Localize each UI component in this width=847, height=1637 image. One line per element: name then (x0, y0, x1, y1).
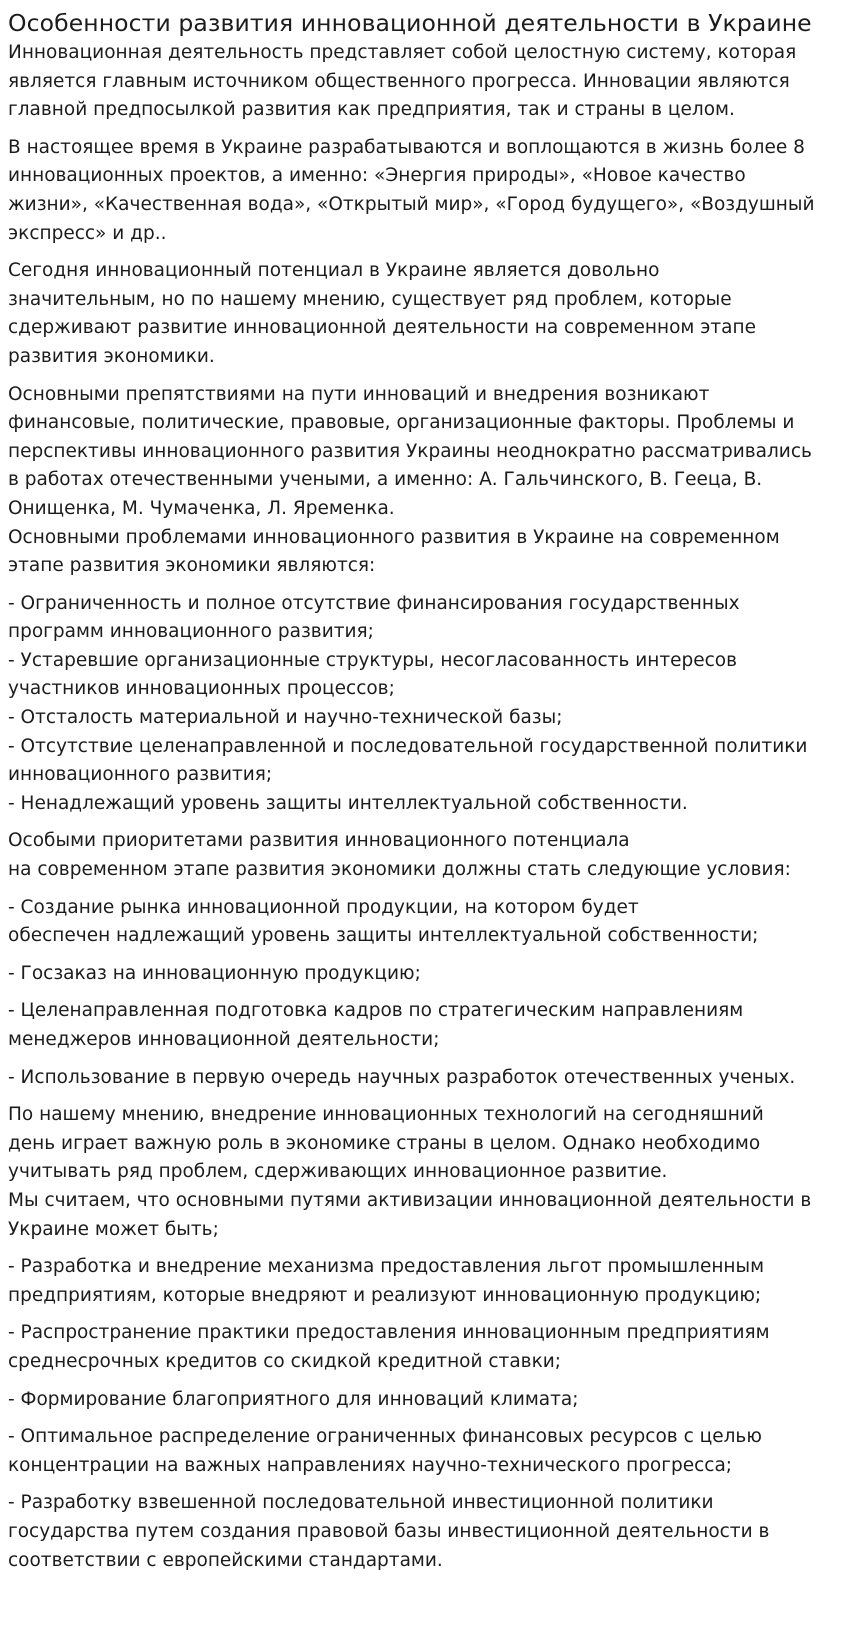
text-line: - Использование в первую очередь научных разработок отечественных ученых. (8, 1066, 796, 1088)
text-line: значительным, но по нашему мнению, существует ряд проблем, которые (8, 288, 732, 310)
paragraph (8, 997, 839, 1054)
text-line: Основными препятствиями на пути инноваций и внедрения возникают (8, 383, 710, 405)
text-line: - Оптимальное распределение ограниченных финансовых ресурсов с целью (8, 1426, 762, 1448)
text-line: на современном этапе развития экономики должны стать следующие условия: (8, 859, 791, 881)
text-line: учитывать ряд проблем, сдерживающих инновационное развитие. (8, 1161, 668, 1183)
text-line: - Отсталость материальной и научно-технической базы; (8, 707, 563, 729)
text-line: участников инновационных процессов; (8, 678, 395, 700)
paragraph (8, 960, 839, 989)
text-line: - Формирование благоприятного для инноваций климата; (8, 1388, 579, 1410)
text-line: Инновационная деятельность представляет собой целостную систему, которая (8, 42, 797, 63)
text-line: Онищенка, М. Чумаченка, Л. Яременка. (8, 497, 395, 519)
text-line: этапе развития экономики являются: (8, 555, 376, 577)
text-line: финансовые, политические, правовые, организационные факторы. Проблемы и (8, 412, 795, 434)
text-line: является главным источником общественного прогресса. Инновации являются (8, 70, 790, 92)
text-line: Сегодня инновационный потенциал в Украине является довольно (8, 260, 660, 282)
text-line: По нашему мнению, внедрение инновационных технологий на сегодняшний (8, 1104, 764, 1126)
text-line: - Разработку взвешенной последовательной инвестиционной политики (8, 1492, 714, 1514)
text-line: - Устаревшие организационные структуры, несогласованность интересов (8, 649, 738, 671)
paragraph (8, 590, 839, 819)
page-title: Особенности развития инновационной деятельности в Украине (8, 9, 812, 37)
paragraph (8, 257, 839, 371)
text-line: сдерживают развитие инновационной деятельности на современном этапе (8, 317, 756, 339)
text-line: Мы считаем, что основными путями активизации инновационной деятельности в (8, 1189, 812, 1211)
text-line: программ инновационного развития; (8, 621, 374, 643)
paragraph (8, 1064, 839, 1093)
text-line: экспресс» и др.. (8, 222, 167, 244)
paragraph (8, 1253, 839, 1310)
paragraph (8, 894, 839, 951)
text-line: - Создание рынка инновационной продукции, на котором будет (8, 896, 639, 918)
text-line: день играет важную роль в экономике страны в целом. Однако необходимо (8, 1132, 761, 1154)
article-body (8, 39, 839, 1575)
text-line: перспективы инновационного развития Украины неоднократно рассматривались (8, 440, 812, 462)
text-line: развития экономики. (8, 345, 215, 367)
text-line: В настоящее время в Украине разрабатываются и воплощаются в жизнь более 8 (8, 136, 805, 158)
text-line: - Госзаказ на инновационную продукцию; (8, 962, 421, 984)
text-line: Основными проблемами инновационного развития в Украине на современном (8, 526, 780, 548)
paragraph (8, 134, 839, 248)
text-line: Украине может быть; (8, 1218, 219, 1240)
text-line: соответствии с европейскими стандартами. (8, 1549, 443, 1571)
text-line: предприятиям, которые внедряют и реализуют инновационную продукцию; (8, 1284, 762, 1306)
text-line: - Целенаправленная подготовка кадров по стратегическим направлениям (8, 1000, 744, 1022)
paragraph (8, 381, 839, 581)
text-line: государства путем создания правовой базы инвестиционной деятельности в (8, 1520, 770, 1542)
text-line: менеджеров инновационной деятельности; (8, 1029, 440, 1050)
text-line: среднесрочных кредитов со скидкой кредитной ставки; (8, 1350, 562, 1372)
text-line: - Отсутствие целенаправленной и последовательной государственной политики (8, 735, 808, 757)
text-line: в работах отечественными учеными, а именно: А. Гальчинского, В. Гееца, В. (8, 469, 763, 491)
paragraph (8, 1319, 839, 1376)
text-line: обеспечен надлежащий уровень защиты интеллектуальной собственности; (8, 925, 759, 947)
paragraph (8, 1101, 839, 1244)
text-line: главной предпосылкой развития как предприятия, так и страны в целом. (8, 99, 735, 121)
text-line: концентрации на важных направлениях научно-технического прогресса; (8, 1454, 733, 1476)
paragraph (8, 827, 839, 884)
text-line: жизни», «Качественная вода», «Открытый мир», «Город будущего», «Воздушный (8, 193, 815, 215)
text-line: - Ненадлежащий уровень защиты интеллектуальной собственности. (8, 792, 688, 814)
text-line: - Распространение практики предоставления инновационным предприятиям (8, 1322, 770, 1344)
paragraph (8, 1386, 839, 1415)
paragraph (8, 39, 839, 125)
text-line: инновационного развития; (8, 764, 273, 786)
paragraph (8, 1489, 839, 1575)
paragraph (8, 1423, 839, 1480)
text-line: - Ограниченность и полное отсутствие финансирования государственных (8, 592, 740, 614)
text-line: инновационных проектов, а именно: «Энергия природы», «Новое качество (8, 165, 746, 187)
text-line: Особыми приоритетами развития инновационного потенциала (8, 830, 630, 852)
text-line: - Разработка и внедрение механизма предоставления льгот промышленным (8, 1256, 765, 1278)
